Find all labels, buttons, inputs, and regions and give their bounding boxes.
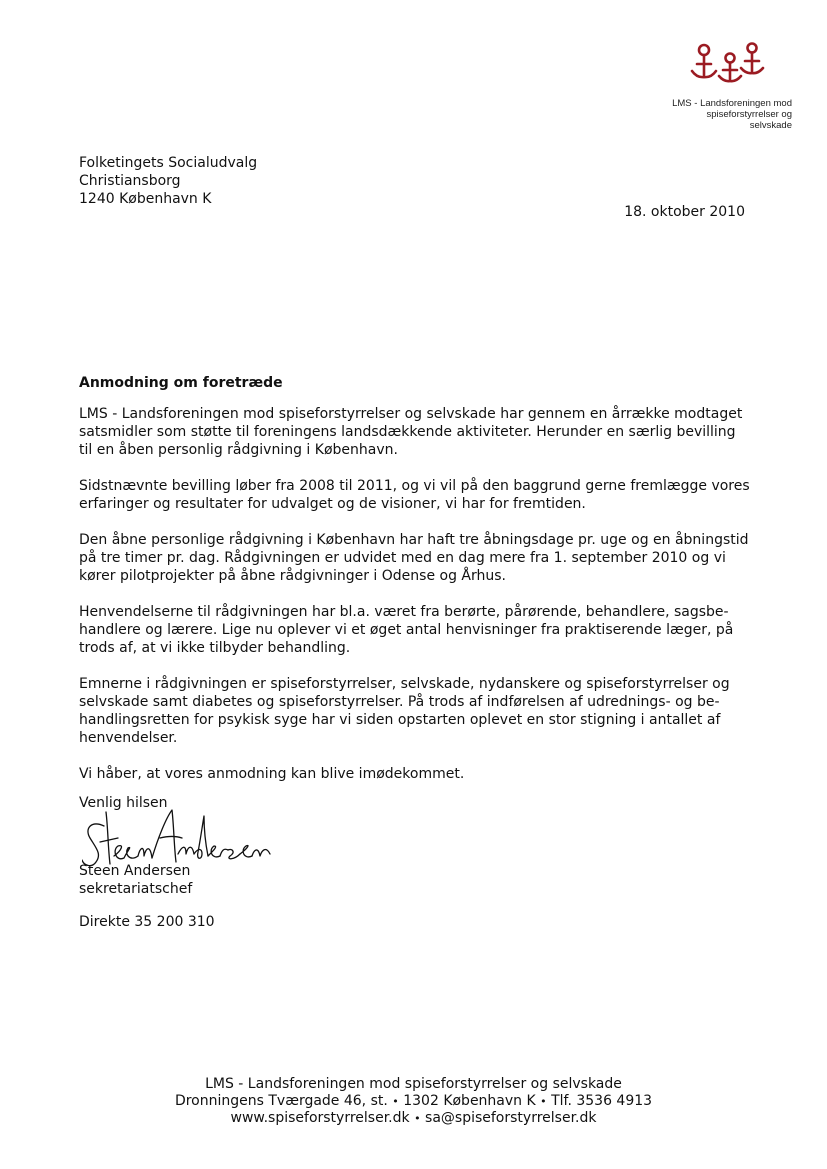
body-line: LMS - Landsforeningen mod spiseforstyrrelser og selvskade har gennem en årrække modtaget bbox=[79, 406, 743, 422]
body-paragraph-3 bbox=[79, 531, 754, 585]
footer-phone: Tlf. 3536 4913 bbox=[551, 1093, 653, 1109]
body-line: trods af, at vi ikke tilbyder behandling. bbox=[79, 640, 351, 656]
body-paragraph-1 bbox=[79, 405, 754, 459]
body-line: på tre timer pr. dag. Rådgivningen er udvidet med en dag mere fra 1. september 2010 og vi bbox=[79, 550, 726, 566]
body-paragraph-6 bbox=[79, 765, 754, 783]
body-paragraph-4 bbox=[79, 603, 754, 657]
direct-phone: Direkte 35 200 310 bbox=[79, 914, 215, 930]
recipient-line2: Christiansborg bbox=[79, 173, 181, 189]
letter-footer bbox=[0, 1076, 827, 1127]
organization-logo bbox=[668, 41, 792, 131]
footer-address: Dronningens Tværgade 46, st. bbox=[174, 1093, 388, 1109]
body-paragraph-2 bbox=[79, 477, 754, 513]
footer-email-link[interactable]: sa@spiseforstyrrelser.dk bbox=[425, 1110, 597, 1126]
logo-caption-line2: spiseforstyrrelser og selvskade bbox=[706, 109, 792, 131]
footer-contact-line bbox=[0, 1093, 827, 1110]
body-line: til en åben personlig rådgivning i København. bbox=[79, 442, 398, 458]
bullet-separator: • bbox=[540, 1095, 547, 1108]
body-line: handlingsretten for psykisk syge har vi siden opstarten oplevet en stor stigning i antallet af bbox=[79, 712, 721, 728]
body-line: Emnerne i rådgivningen er spiseforstyrrelser, selvskade, nydanskere og spiseforstyrrelser og bbox=[79, 676, 730, 692]
body-paragraph-5 bbox=[79, 675, 754, 747]
body-line: kører pilotprojekter på åbne rådgivninger i Odense og Århus. bbox=[79, 568, 506, 584]
letter-body bbox=[79, 405, 754, 801]
recipient-line1: Folketingets Socialudvalg bbox=[79, 155, 258, 171]
signer-name: Steen Andersen bbox=[79, 863, 191, 879]
letter-date: 18. oktober 2010 bbox=[624, 204, 745, 220]
footer-organization: LMS - Landsforeningen mod spiseforstyrrelser og selvskade bbox=[205, 1076, 622, 1092]
recipient-line3: 1240 København K bbox=[79, 191, 212, 207]
logo-caption bbox=[668, 98, 792, 131]
closing-greeting: Venlig hilsen bbox=[79, 795, 168, 811]
body-line: satsmidler som støtte til foreningens landsdækkende aktiviteter. Herunder en særlig bevilling bbox=[79, 424, 736, 440]
body-line: henvendelser. bbox=[79, 730, 178, 746]
recipient-address bbox=[79, 154, 257, 208]
body-line: handlere og lærere. Lige nu oplever vi et øget antal henvisninger fra praktiserende læger, på bbox=[79, 622, 734, 638]
footer-website-link[interactable]: www.spiseforstyrrelser.dk bbox=[230, 1110, 410, 1126]
signer-title: sekretariatschef bbox=[79, 881, 193, 897]
body-line: Vi håber, at vores anmodning kan blive imødekommet. bbox=[79, 766, 465, 782]
signer-block bbox=[79, 862, 192, 898]
bullet-separator: • bbox=[414, 1112, 421, 1125]
bullet-separator: • bbox=[392, 1095, 399, 1108]
letter-subject: Anmodning om foretræde bbox=[79, 375, 283, 391]
logo-caption-line1: LMS - Landsforeningen mod bbox=[672, 98, 792, 109]
body-line: Den åbne personlige rådgivning i København har haft tre åbningsdage pr. uge og en åbningstid bbox=[79, 532, 749, 548]
footer-web-line bbox=[0, 1110, 827, 1127]
body-line: selvskade samt diabetes og spiseforstyrrelser. På trods af indførelsen af udrednings- og be- bbox=[79, 694, 720, 710]
body-line: erfaringer og resultater for udvalget og de visioner, vi har for fremtiden. bbox=[79, 496, 586, 512]
body-line: Henvendelserne til rådgivningen har bl.a. været fra berørte, pårørende, behandlere, sagsbe- bbox=[79, 604, 729, 620]
three-figures-logo-icon bbox=[688, 41, 788, 85]
footer-city: 1302 København K bbox=[403, 1093, 536, 1109]
body-line: Sidstnævnte bevilling løber fra 2008 til 2011, og vi vil på den baggrund gerne fremlægge vores bbox=[79, 478, 750, 494]
